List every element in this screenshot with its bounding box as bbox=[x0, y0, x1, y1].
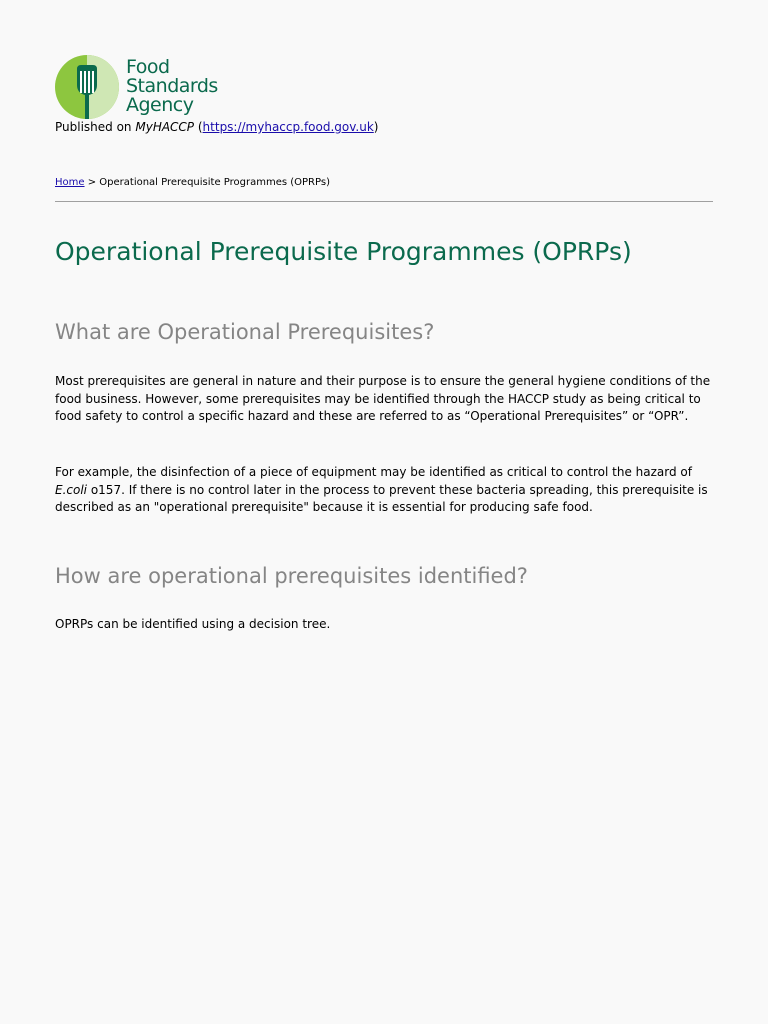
breadcrumb-separator: > bbox=[84, 177, 100, 188]
published-site-name: MyHACCP bbox=[135, 120, 195, 134]
published-url-link[interactable]: https://myhaccp.food.gov.uk bbox=[202, 120, 374, 134]
paragraph-2-start: For example, the disinfection of a piece of equipment may be identified as critical to control the hazard of bbox=[55, 465, 692, 479]
breadcrumb-home-link[interactable]: Home bbox=[55, 177, 85, 188]
published-close-paren: ) bbox=[373, 120, 379, 134]
page-title: Operational Prerequisite Programmes (OPRPs) bbox=[55, 237, 632, 266]
logo-wordmark bbox=[126, 58, 218, 115]
section-heading-how-identified: How are operational prerequisites identified? bbox=[55, 564, 528, 588]
logo-line-2: Standards bbox=[126, 75, 218, 97]
fork-logo-icon bbox=[55, 55, 119, 119]
published-on-line bbox=[55, 119, 378, 135]
paragraph-2-end: o157. If there is no control later in the process to prevent these bacteria spreading, this prerequisite is described as an "operational prerequisite" because it is essential for producing safe food. bbox=[55, 482, 708, 515]
section-paragraph-2 bbox=[55, 464, 713, 517]
logo-line-1: Food bbox=[126, 56, 170, 78]
published-open-paren: ( bbox=[194, 120, 203, 134]
logo-line-3: Agency bbox=[126, 94, 194, 116]
breadcrumb-current: Operational Prerequisite Programmes (OPRPs) bbox=[99, 177, 330, 188]
section-heading-what-are: What are Operational Prerequisites? bbox=[55, 320, 435, 344]
ecoli-italic: E.coli bbox=[55, 482, 88, 497]
breadcrumb bbox=[55, 176, 330, 190]
breadcrumb-divider bbox=[55, 201, 713, 202]
section-paragraph-1: Most prerequisites are general in nature and their purpose is to ensure the general hygiene conditions of the food business. However, some prerequisites may be identified through the HACCP study as being critical to food safety to control a specific hazard and these are referred to as “Operational Prerequisites” or “OPR”. bbox=[55, 374, 711, 424]
section-paragraph-3: OPRPs can be identified using a decision tree. bbox=[55, 617, 331, 631]
published-prefix: Published on bbox=[55, 120, 136, 134]
fsa-logo bbox=[55, 55, 225, 119]
